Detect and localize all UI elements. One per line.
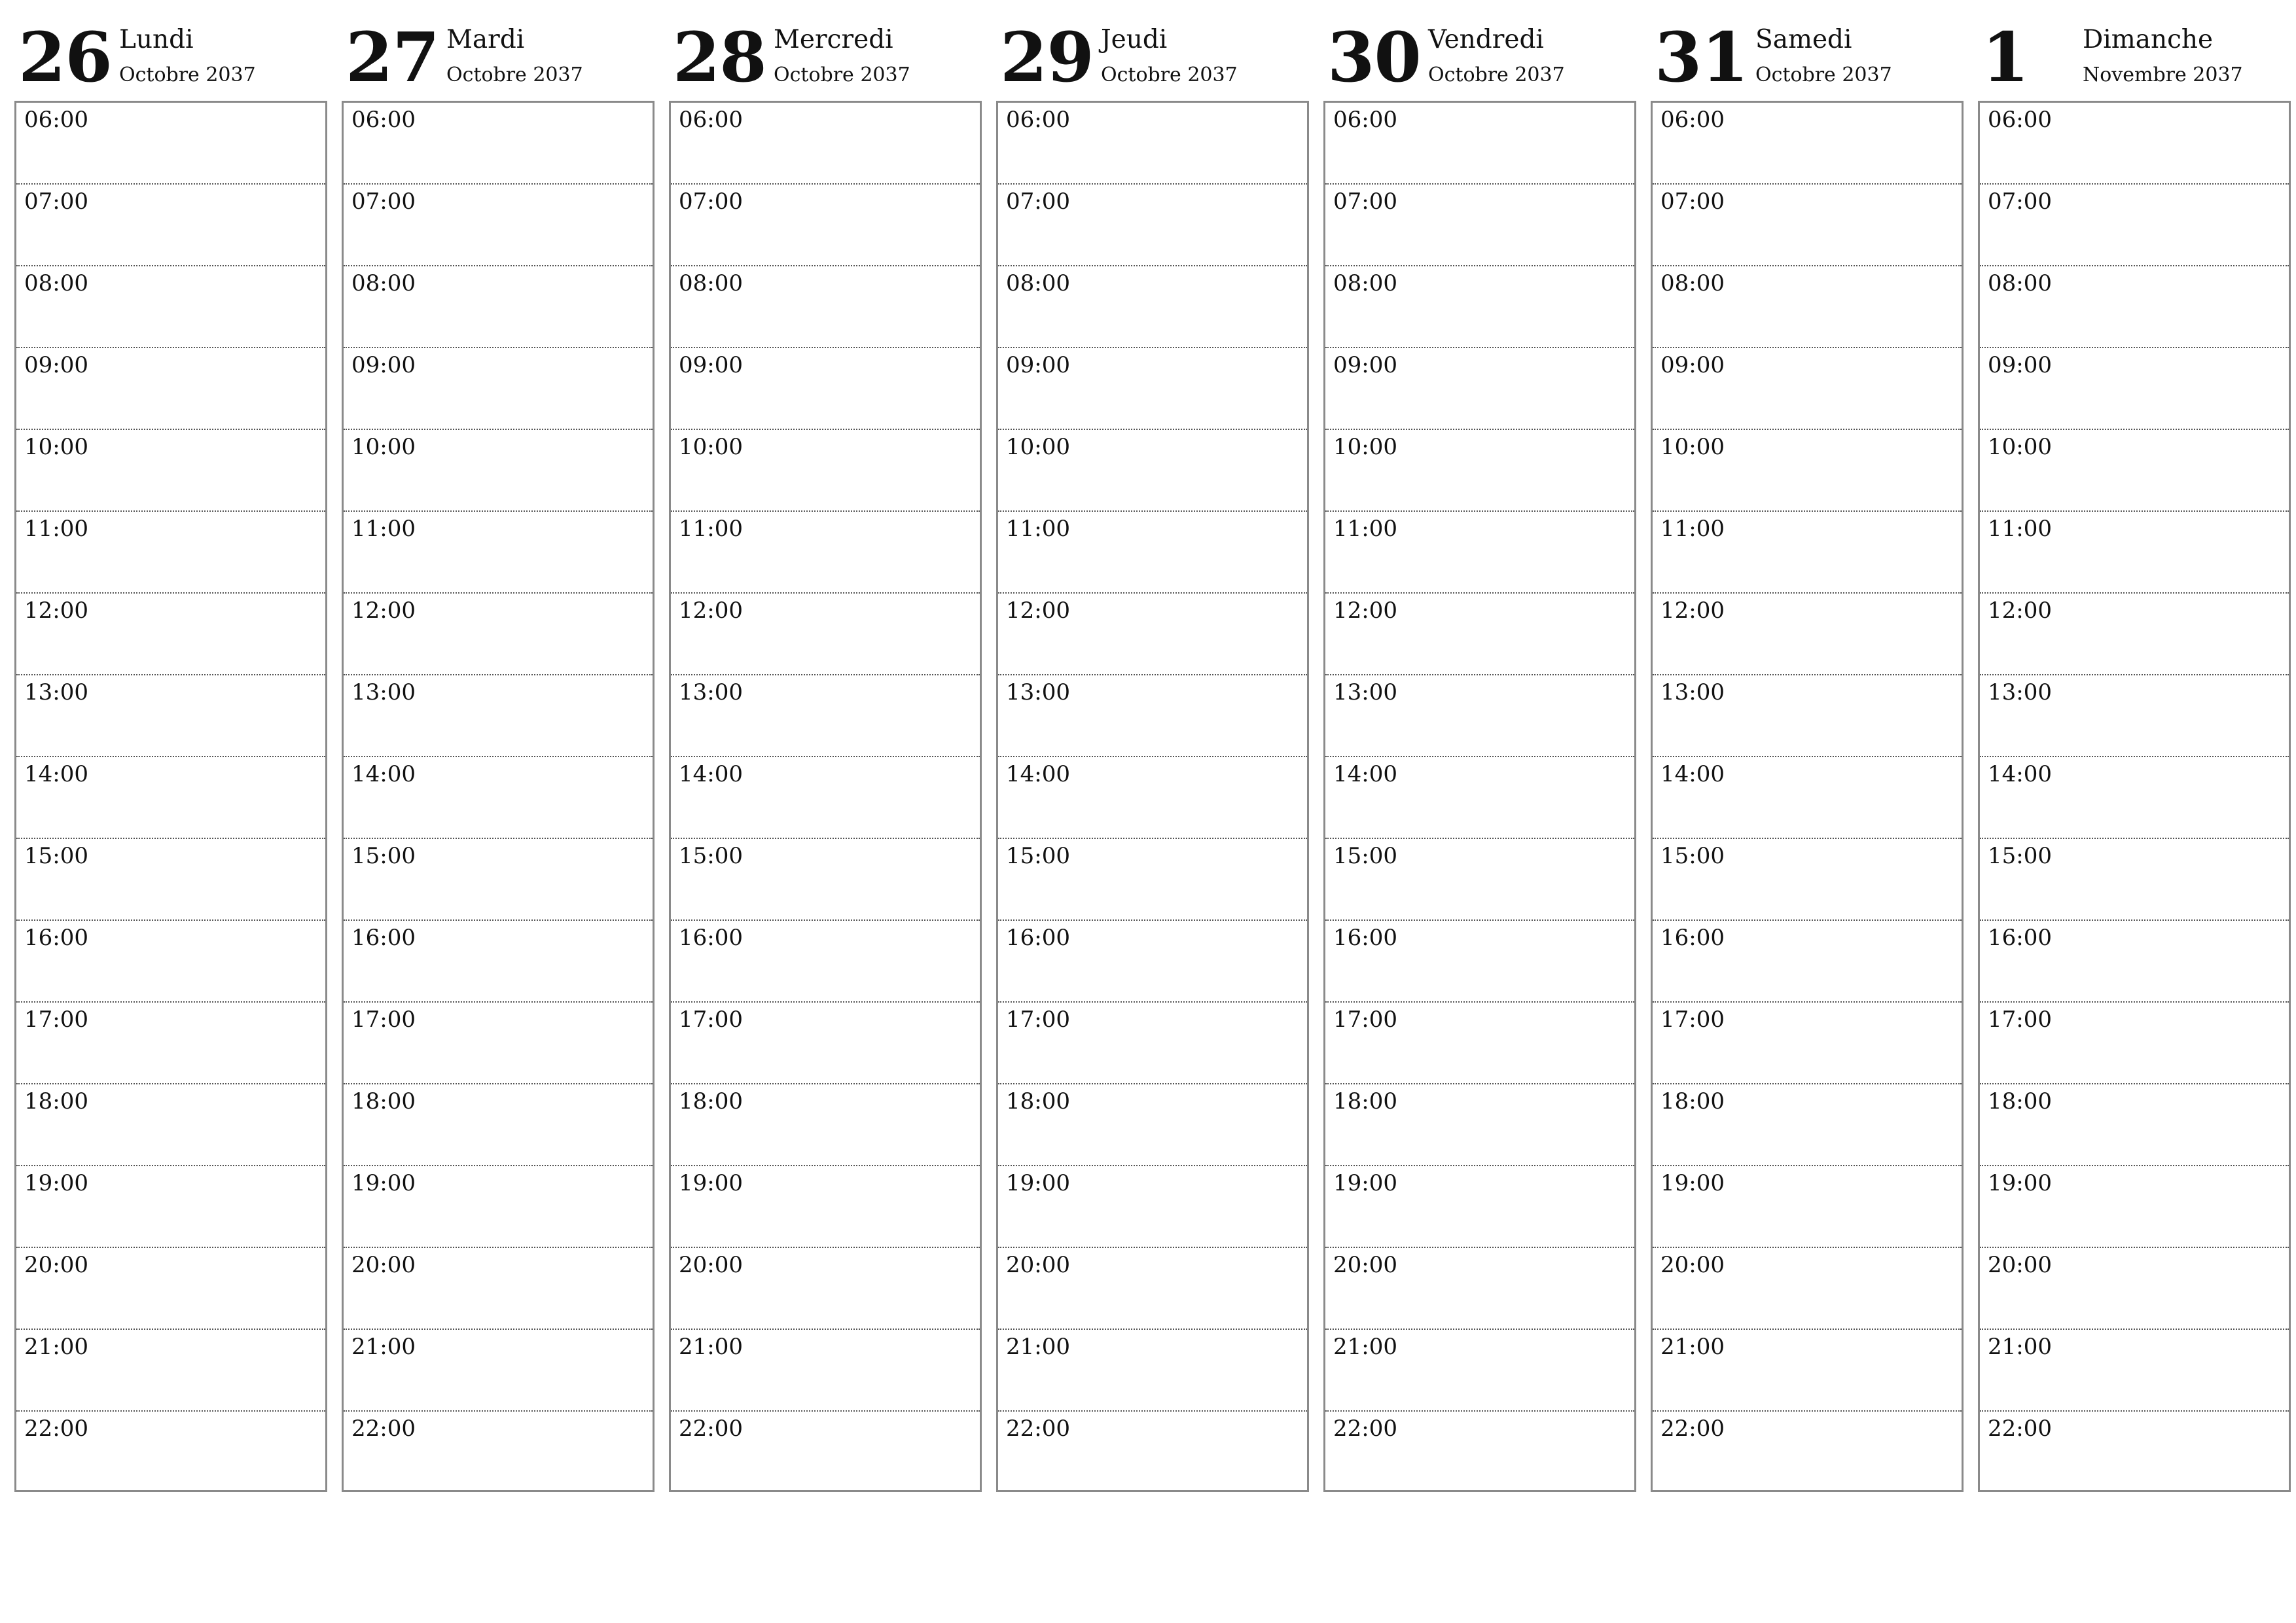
time-slot-label: 13:00 (1988, 679, 2052, 705)
time-slot-label: 22:00 (351, 1416, 416, 1442)
time-slot[interactable] (344, 266, 653, 348)
time-slot[interactable] (344, 348, 653, 430)
time-slot-label: 19:00 (24, 1170, 88, 1196)
time-slot-label: 14:00 (1333, 761, 1397, 787)
time-slot[interactable] (1325, 675, 1634, 757)
time-slot-label: 13:00 (1333, 679, 1397, 705)
day-number: 1 (1982, 17, 2029, 98)
time-slot-label: 08:00 (24, 270, 88, 296)
time-slot[interactable] (998, 1330, 1307, 1412)
time-slot[interactable] (998, 430, 1307, 512)
time-slot[interactable] (1653, 266, 1962, 348)
day-schedule-box (1978, 101, 2291, 1492)
time-slot-label: 18:00 (1006, 1088, 1070, 1115)
time-slot[interactable] (998, 839, 1307, 921)
day-header (1651, 14, 1964, 101)
time-slot-label: 07:00 (1006, 188, 1070, 215)
time-slot-label: 16:00 (1333, 925, 1397, 951)
day-name: Dimanche (2083, 25, 2214, 54)
time-slot[interactable] (344, 430, 653, 512)
time-slot-label: 07:00 (1333, 188, 1397, 215)
day-number: 28 (673, 17, 766, 98)
time-slot[interactable] (1980, 1084, 2289, 1166)
day-name: Samedi (1755, 25, 1852, 54)
time-slot-label: 22:00 (1988, 1416, 2052, 1442)
day-month: Octobre 2037 (774, 63, 910, 86)
day-meta (446, 25, 583, 88)
time-slot[interactable] (16, 1003, 325, 1084)
day-column (342, 14, 655, 1492)
day-column (996, 14, 1309, 1492)
time-slot-label: 12:00 (1333, 597, 1397, 624)
time-slot-label: 06:00 (1333, 107, 1397, 133)
time-slot-label: 08:00 (1660, 270, 1725, 296)
time-slot[interactable] (671, 266, 980, 348)
day-column (14, 14, 327, 1492)
time-slot-label: 21:00 (1660, 1334, 1725, 1360)
time-slot-label: 10:00 (1006, 434, 1070, 460)
time-slot[interactable] (1325, 757, 1634, 839)
time-slot[interactable] (16, 1330, 325, 1412)
day-month: Octobre 2037 (119, 63, 256, 86)
time-slot[interactable] (344, 1330, 653, 1412)
time-slot-label: 10:00 (351, 434, 416, 460)
day-header (996, 14, 1309, 101)
time-slot[interactable] (1980, 1248, 2289, 1330)
time-slot[interactable] (1653, 512, 1962, 594)
time-slot-label: 14:00 (1988, 761, 2052, 787)
time-slot-label: 18:00 (24, 1088, 88, 1115)
time-slot-label: 10:00 (679, 434, 743, 460)
time-slot[interactable] (16, 594, 325, 675)
time-slot-label: 12:00 (351, 597, 416, 624)
time-slot[interactable] (1325, 1330, 1634, 1412)
time-slot-label: 15:00 (1333, 843, 1397, 869)
time-slot[interactable] (998, 1248, 1307, 1330)
day-number: 27 (346, 17, 439, 98)
time-slot[interactable] (1325, 594, 1634, 675)
time-slot[interactable] (1653, 675, 1962, 757)
time-slot-label: 19:00 (1988, 1170, 2052, 1196)
time-slot[interactable] (1653, 1248, 1962, 1330)
time-slot-label: 13:00 (1006, 679, 1070, 705)
time-slot-label: 19:00 (1006, 1170, 1070, 1196)
day-schedule-box (1323, 101, 1636, 1492)
time-slot-label: 06:00 (351, 107, 416, 133)
time-slot-label: 22:00 (679, 1416, 743, 1442)
time-slot-label: 08:00 (679, 270, 743, 296)
time-slot-label: 16:00 (24, 925, 88, 951)
time-slot-label: 21:00 (1988, 1334, 2052, 1360)
time-slot[interactable] (671, 512, 980, 594)
time-slot-label: 09:00 (1006, 352, 1070, 378)
time-slot[interactable] (16, 1248, 325, 1330)
time-slot-label: 14:00 (1660, 761, 1725, 787)
time-slot[interactable] (1980, 921, 2289, 1003)
time-slot-label: 13:00 (351, 679, 416, 705)
time-slot[interactable] (998, 757, 1307, 839)
day-schedule-box (342, 101, 655, 1492)
time-slot[interactable] (1325, 1412, 1634, 1493)
time-slot-label: 21:00 (1006, 1334, 1070, 1360)
time-slot-label: 16:00 (1660, 925, 1725, 951)
time-slot[interactable] (1980, 594, 2289, 675)
time-slot-label: 14:00 (24, 761, 88, 787)
time-slot-label: 16:00 (1988, 925, 2052, 951)
time-slot[interactable] (1653, 839, 1962, 921)
day-header (14, 14, 327, 101)
time-slot[interactable] (671, 757, 980, 839)
time-slot[interactable] (998, 1003, 1307, 1084)
time-slot[interactable] (671, 921, 980, 1003)
time-slot[interactable] (1325, 512, 1634, 594)
time-slot-label: 18:00 (351, 1088, 416, 1115)
day-name: Mardi (446, 25, 525, 54)
time-slot-label: 16:00 (1006, 925, 1070, 951)
time-slot-label: 20:00 (679, 1252, 743, 1278)
weekly-planner (14, 14, 2283, 1492)
time-slot-label: 15:00 (351, 843, 416, 869)
time-slot[interactable] (1653, 348, 1962, 430)
time-slot-label: 06:00 (1660, 107, 1725, 133)
day-column (669, 14, 982, 1492)
time-slot-label: 11:00 (351, 516, 416, 542)
time-slot-label: 21:00 (679, 1334, 743, 1360)
time-slot-label: 17:00 (1988, 1007, 2052, 1033)
time-slot[interactable] (671, 348, 980, 430)
time-slot[interactable] (1980, 185, 2289, 266)
time-slot-label: 09:00 (1333, 352, 1397, 378)
day-month: Octobre 2037 (1755, 63, 1892, 86)
time-slot[interactable] (671, 1084, 980, 1166)
time-slot-label: 14:00 (679, 761, 743, 787)
time-slot-label: 07:00 (1988, 188, 2052, 215)
time-slot-label: 11:00 (1660, 516, 1725, 542)
time-slot-label: 15:00 (1006, 843, 1070, 869)
time-slot[interactable] (1653, 921, 1962, 1003)
time-slot[interactable] (344, 1084, 653, 1166)
time-slot-label: 22:00 (1006, 1416, 1070, 1442)
time-slot-label: 12:00 (679, 597, 743, 624)
time-slot[interactable] (671, 675, 980, 757)
time-slot[interactable] (16, 1084, 325, 1166)
time-slot-label: 17:00 (1006, 1007, 1070, 1033)
day-column (1651, 14, 1964, 1492)
time-slot-label: 11:00 (1006, 516, 1070, 542)
time-slot-label: 20:00 (1006, 1252, 1070, 1278)
time-slot[interactable] (1980, 757, 2289, 839)
day-number: 26 (18, 17, 112, 98)
time-slot[interactable] (1325, 348, 1634, 430)
time-slot[interactable] (344, 1412, 653, 1493)
time-slot[interactable] (1325, 185, 1634, 266)
time-slot-label: 06:00 (1988, 107, 2052, 133)
time-slot-label: 06:00 (1006, 107, 1070, 133)
time-slot[interactable] (671, 430, 980, 512)
time-slot[interactable] (16, 348, 325, 430)
time-slot-label: 10:00 (24, 434, 88, 460)
time-slot[interactable] (1980, 348, 2289, 430)
time-slot[interactable] (1980, 1003, 2289, 1084)
time-slot-label: 20:00 (351, 1252, 416, 1278)
time-slot[interactable] (344, 1166, 653, 1248)
time-slot[interactable] (1653, 1084, 1962, 1166)
day-meta (1755, 25, 1892, 88)
time-slot-label: 22:00 (1333, 1416, 1397, 1442)
time-slot[interactable] (16, 512, 325, 594)
time-slot-label: 08:00 (351, 270, 416, 296)
day-schedule-box (996, 101, 1309, 1492)
time-slot[interactable] (16, 1166, 325, 1248)
time-slot-label: 09:00 (679, 352, 743, 378)
time-slot[interactable] (671, 185, 980, 266)
time-slot-label: 19:00 (1333, 1170, 1397, 1196)
time-slot[interactable] (1653, 1166, 1962, 1248)
day-month: Octobre 2037 (1101, 63, 1238, 86)
time-slot[interactable] (1980, 103, 2289, 185)
time-slot[interactable] (1325, 921, 1634, 1003)
day-meta (119, 25, 256, 88)
day-month: Octobre 2037 (446, 63, 583, 86)
time-slot-label: 12:00 (1988, 597, 2052, 624)
time-slot-label: 17:00 (679, 1007, 743, 1033)
time-slot[interactable] (671, 594, 980, 675)
time-slot[interactable] (998, 675, 1307, 757)
time-slot[interactable] (671, 1166, 980, 1248)
time-slot[interactable] (344, 839, 653, 921)
time-slot-label: 15:00 (679, 843, 743, 869)
time-slot-label: 19:00 (351, 1170, 416, 1196)
time-slot[interactable] (998, 921, 1307, 1003)
time-slot-label: 16:00 (679, 925, 743, 951)
time-slot-label: 18:00 (1988, 1088, 2052, 1115)
time-slot-label: 17:00 (1333, 1007, 1397, 1033)
time-slot[interactable] (1980, 512, 2289, 594)
time-slot-label: 22:00 (24, 1416, 88, 1442)
time-slot[interactable] (671, 1412, 980, 1493)
day-meta (1428, 25, 1565, 88)
time-slot-label: 12:00 (24, 597, 88, 624)
time-slot-label: 10:00 (1988, 434, 2052, 460)
time-slot-label: 20:00 (1333, 1252, 1397, 1278)
day-schedule-box (14, 101, 327, 1492)
time-slot[interactable] (344, 594, 653, 675)
time-slot-label: 07:00 (351, 188, 416, 215)
day-schedule-box (1651, 101, 1964, 1492)
time-slot-label: 09:00 (1988, 352, 2052, 378)
time-slot[interactable] (1653, 1330, 1962, 1412)
time-slot[interactable] (16, 675, 325, 757)
time-slot-label: 18:00 (1333, 1088, 1397, 1115)
time-slot-label: 14:00 (351, 761, 416, 787)
time-slot-label: 22:00 (1660, 1416, 1725, 1442)
time-slot[interactable] (1980, 1166, 2289, 1248)
time-slot[interactable] (16, 757, 325, 839)
time-slot-label: 13:00 (24, 679, 88, 705)
day-header (669, 14, 982, 101)
time-slot-label: 21:00 (351, 1334, 416, 1360)
time-slot[interactable] (671, 1248, 980, 1330)
time-slot-label: 15:00 (1988, 843, 2052, 869)
time-slot[interactable] (1653, 757, 1962, 839)
time-slot[interactable] (671, 1330, 980, 1412)
day-header (1323, 14, 1636, 101)
time-slot-label: 20:00 (24, 1252, 88, 1278)
time-slot-label: 06:00 (679, 107, 743, 133)
time-slot-label: 20:00 (1988, 1252, 2052, 1278)
time-slot[interactable] (1653, 1412, 1962, 1493)
time-slot[interactable] (998, 103, 1307, 185)
time-slot-label: 09:00 (351, 352, 416, 378)
time-slot[interactable] (16, 921, 325, 1003)
time-slot[interactable] (344, 1248, 653, 1330)
time-slot-label: 07:00 (1660, 188, 1725, 215)
time-slot[interactable] (16, 430, 325, 512)
time-slot[interactable] (16, 839, 325, 921)
time-slot-label: 21:00 (1333, 1334, 1397, 1360)
time-slot-label: 19:00 (679, 1170, 743, 1196)
time-slot[interactable] (16, 1412, 325, 1493)
time-slot[interactable] (998, 185, 1307, 266)
time-slot-label: 16:00 (351, 925, 416, 951)
time-slot-label: 18:00 (1660, 1088, 1725, 1115)
time-slot[interactable] (998, 1084, 1307, 1166)
time-slot-label: 11:00 (24, 516, 88, 542)
day-header (342, 14, 655, 101)
time-slot[interactable] (671, 839, 980, 921)
time-slot[interactable] (998, 266, 1307, 348)
day-column (1978, 14, 2291, 1492)
time-slot-label: 12:00 (1006, 597, 1070, 624)
time-slot[interactable] (344, 675, 653, 757)
time-slot[interactable] (1653, 103, 1962, 185)
time-slot[interactable] (344, 512, 653, 594)
day-meta (2083, 25, 2243, 88)
time-slot[interactable] (998, 1166, 1307, 1248)
time-slot[interactable] (998, 512, 1307, 594)
time-slot-label: 11:00 (679, 516, 743, 542)
day-number: 31 (1655, 17, 1748, 98)
time-slot[interactable] (16, 185, 325, 266)
time-slot-label: 17:00 (351, 1007, 416, 1033)
time-slot[interactable] (1325, 1166, 1634, 1248)
time-slot[interactable] (344, 103, 653, 185)
time-slot[interactable] (1325, 1003, 1634, 1084)
time-slot-label: 14:00 (1006, 761, 1070, 787)
time-slot-label: 15:00 (1660, 843, 1725, 869)
time-slot-label: 13:00 (679, 679, 743, 705)
time-slot-label: 06:00 (24, 107, 88, 133)
time-slot[interactable] (16, 266, 325, 348)
time-slot-label: 07:00 (679, 188, 743, 215)
time-slot[interactable] (1325, 1248, 1634, 1330)
day-meta (1101, 25, 1238, 88)
time-slot-label: 08:00 (1006, 270, 1070, 296)
day-name: Vendredi (1428, 25, 1544, 54)
time-slot[interactable] (1980, 430, 2289, 512)
time-slot-label: 10:00 (1333, 434, 1397, 460)
time-slot[interactable] (1980, 1330, 2289, 1412)
day-name: Lundi (119, 25, 194, 54)
time-slot-label: 10:00 (1660, 434, 1725, 460)
time-slot[interactable] (16, 103, 325, 185)
time-slot-label: 07:00 (24, 188, 88, 215)
time-slot-label: 15:00 (24, 843, 88, 869)
time-slot-label: 11:00 (1333, 516, 1397, 542)
time-slot[interactable] (344, 757, 653, 839)
time-slot[interactable] (998, 1412, 1307, 1493)
time-slot-label: 21:00 (24, 1334, 88, 1360)
time-slot-label: 18:00 (679, 1088, 743, 1115)
time-slot[interactable] (1653, 1003, 1962, 1084)
time-slot[interactable] (1980, 839, 2289, 921)
time-slot[interactable] (344, 185, 653, 266)
time-slot[interactable] (671, 1003, 980, 1084)
day-header (1978, 14, 2291, 101)
day-schedule-box (669, 101, 982, 1492)
time-slot[interactable] (1980, 675, 2289, 757)
time-slot[interactable] (1325, 266, 1634, 348)
time-slot[interactable] (1325, 1084, 1634, 1166)
day-number: 29 (1000, 17, 1094, 98)
time-slot-label: 08:00 (1988, 270, 2052, 296)
time-slot-label: 13:00 (1660, 679, 1725, 705)
time-slot[interactable] (344, 921, 653, 1003)
time-slot[interactable] (344, 1003, 653, 1084)
time-slot[interactable] (1325, 430, 1634, 512)
time-slot-label: 20:00 (1660, 1252, 1725, 1278)
day-month: Octobre 2037 (1428, 63, 1565, 86)
time-slot[interactable] (1653, 430, 1962, 512)
time-slot-label: 19:00 (1660, 1170, 1725, 1196)
time-slot[interactable] (1325, 103, 1634, 185)
time-slot[interactable] (1980, 1412, 2289, 1493)
time-slot-label: 12:00 (1660, 597, 1725, 624)
day-name: Jeudi (1101, 25, 1168, 54)
time-slot-label: 17:00 (24, 1007, 88, 1033)
day-number: 30 (1327, 17, 1421, 98)
time-slot[interactable] (1980, 266, 2289, 348)
time-slot-label: 09:00 (24, 352, 88, 378)
time-slot[interactable] (1653, 594, 1962, 675)
time-slot[interactable] (1653, 185, 1962, 266)
time-slot-label: 17:00 (1660, 1007, 1725, 1033)
day-month: Novembre 2037 (2083, 63, 2243, 86)
day-name: Mercredi (774, 25, 893, 54)
time-slot-label: 08:00 (1333, 270, 1397, 296)
time-slot-label: 11:00 (1988, 516, 2052, 542)
time-slot[interactable] (671, 103, 980, 185)
time-slot[interactable] (1325, 839, 1634, 921)
day-column (1323, 14, 1636, 1492)
time-slot[interactable] (998, 348, 1307, 430)
day-meta (774, 25, 910, 88)
time-slot-label: 09:00 (1660, 352, 1725, 378)
time-slot[interactable] (998, 594, 1307, 675)
